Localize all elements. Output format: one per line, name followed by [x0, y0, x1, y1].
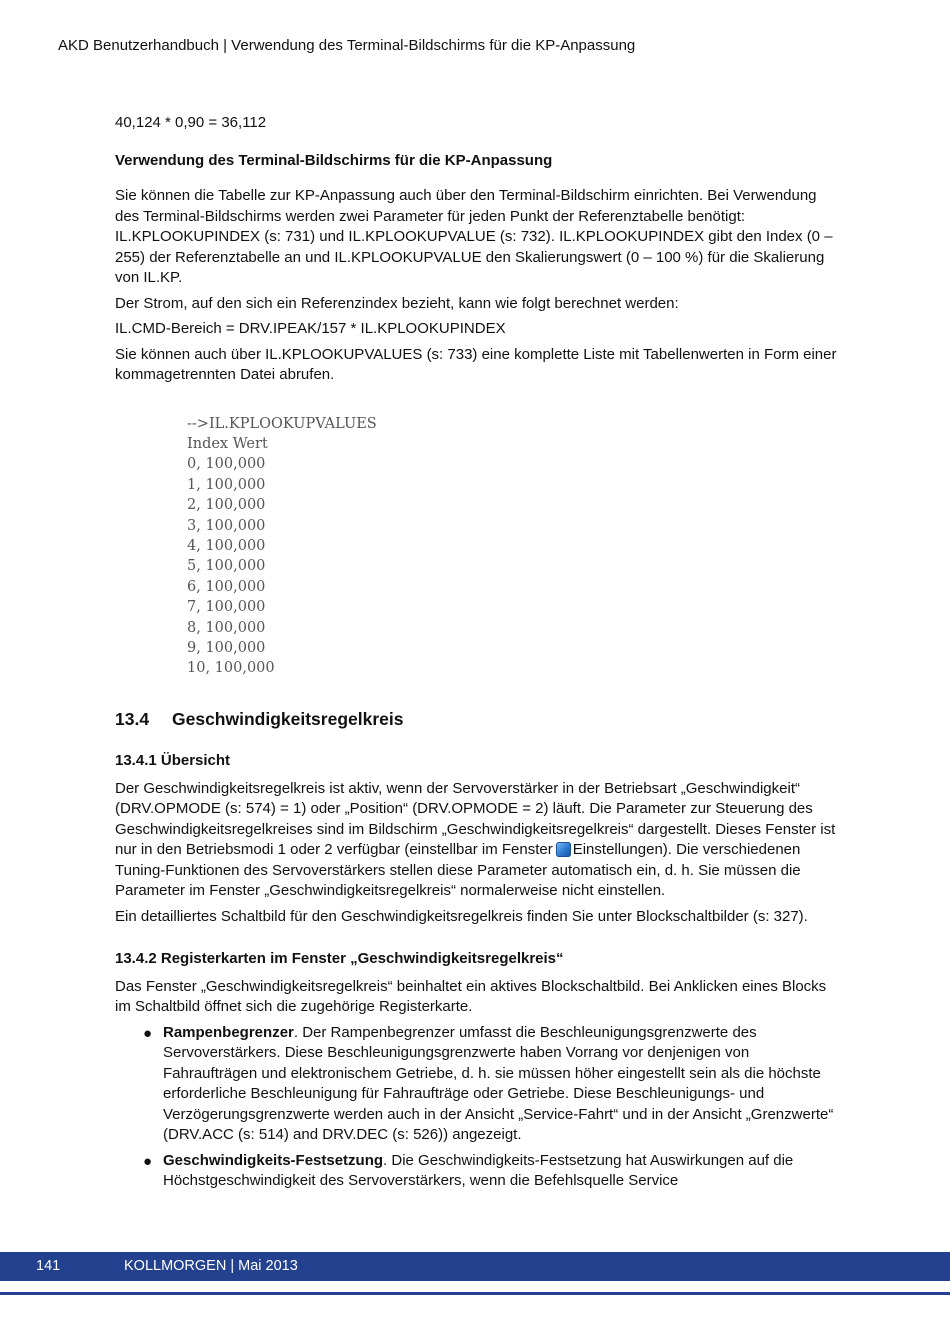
paragraph-csv-list: Sie können auch über IL.KPLOOKUPVALUES (s: 733) eine komplette Liste mit Tabellenwerten in Form einer kommagetrennten Datei abrufen. [115, 345, 837, 383]
paragraph-current-calc: Der Strom, auf den sich ein Referenzindex bezieht, kann wie folgt berechnet werden: [115, 294, 679, 312]
subsection-heading-tabs: 13.4.2 Registerkarten im Fenster „Geschwindigkeitsregelkreis“ [115, 950, 564, 968]
overview-text-before-icon: Der Geschwindigkeitsregelkreis ist aktiv, wenn der Servoverstärker in der Betriebsart „Geschwindigkeit“ (DRV.OPMODE (s: 574) = 1) oder „Position“ (DRV.OPMODE = 2) läuft. Die Parameter zur Steuerung des Geschwindigkeitsregelkreises sind im Bildschirm „Geschwindigkeitsregelkreis“ dargestellt. Dieses Fenster ist nur in den Betriebsmodi 1 oder 2 verfügbar (einstellbar im Fenster [115, 779, 836, 859]
paragraph-block-diagram-ref: Ein detailliertes Schaltbild für den Geschwindigkeitsregelkreis finden Sie unter Blockschaltbilder (s: 327). [115, 907, 808, 925]
terminal-columns: Index Wert [187, 435, 268, 452]
bullet-text: . Die Geschwindigkeits-Festsetzung hat Auswirkungen auf die Höchstgeschwindigkeit des Servoverstärkers, wenn die Befehlsquelle Service [163, 1151, 794, 1190]
footer-publisher: KOLLMORGEN | Mai 2013 [124, 1258, 298, 1274]
terminal-command: -->IL.KPLOOKUPVALUES [187, 415, 377, 432]
bullet-icon: ● [143, 1152, 153, 1170]
overview-text-after-icon: Einstellungen). Die verschiedenen Tuning-Funktionen des Servoverstärkers stellen diese Parameter automatisch ein, d. h. Sie müssen die Parameter im Fenster „Geschwindigkeitsregelkreis“ normalerweise nicht einstellen. [115, 841, 801, 900]
page-number: 141 [36, 1258, 61, 1274]
paragraph-terminal-intro: Sie können die Tabelle zur KP-Anpassung auch über den Terminal-Bildschirm einrichten. Bei Verwendung des Terminal-Bildschirms werden zwei Parameter für jeden Punkt der Referenztabelle benötigt: IL.KPLOOKUPINDEX (s: 731) und IL.KPLOOKUPVALUE (s: 732). IL.KPLOOKUPINDEX gibt den Index (0 – 255) der Referenztabelle an und IL.KPLOOKUPVALUE den Skalierungswert (0 – 100 %) für die Skalierung von IL.KP. [115, 187, 833, 286]
terminal-row: 9, 100,000 [187, 639, 266, 656]
subsection-heading-overview: 13.4.1 Übersicht [115, 752, 231, 770]
terminal-row: 8, 100,000 [187, 619, 266, 636]
section-number: 13.4 [115, 708, 150, 729]
terminal-row: 3, 100,000 [187, 517, 266, 534]
tabs-bullet-list [115, 1023, 840, 1192]
section-heading [115, 709, 840, 730]
page-content [115, 113, 840, 1197]
settings-icon [556, 842, 571, 857]
paragraph-tabs-intro: Das Fenster „Geschwindigkeitsregelkreis“ beinhaltet ein aktives Blockschaltbild. Bei Anklicken eines Blocks im Schaltbild öffnet sich die zugehörige Registerkarte. [115, 977, 827, 1016]
bullet-text: . Der Rampenbegrenzer umfasst die Beschleunigungsgrenzwerte des Servoverstärkers. Diese Beschleunigungsgrenzwerte haben Vorrang vor denjenigen von Fahraufträgen und elektronischem Getriebe, d. h. sie müssen höher eingestellt sein als die höchste erforderliche Beschleunigung für Fahraufträge oder Getriebe. Diese Beschleunigungs- und Verzögerungsgrenzwerte werden auch in der Ansicht „Service-Fahrt“ und in der Ansicht „Grenzwerte“ (DRV.ACC (s: 514) and DRV.DEC (s: 526)) angezeigt. [163, 1023, 834, 1144]
list-item [115, 1151, 840, 1192]
paragraph-overview [115, 779, 840, 902]
paragraph-formula: IL.CMD-Bereich = DRV.IPEAK/157 * IL.KPLOOKUPINDEX [115, 320, 506, 337]
terminal-row: 1, 100,000 [187, 476, 266, 493]
terminal-row: 10, 100,000 [187, 660, 275, 677]
list-item [115, 1023, 840, 1146]
terminal-output [187, 414, 840, 679]
bullet-icon: ● [143, 1024, 153, 1042]
terminal-row: 2, 100,000 [187, 497, 266, 514]
footer-bar [0, 1252, 950, 1281]
formula-result: 40,124 * 0,90 = 36,112 [115, 114, 267, 131]
bullet-term: Geschwindigkeits-Festsetzung [163, 1151, 384, 1169]
terminal-row: 0, 100,000 [187, 456, 266, 473]
bullet-term: Rampenbegrenzer [163, 1023, 294, 1041]
heading-terminal-kp: Verwendung des Terminal-Bildschirms für die KP-Anpassung [115, 151, 553, 169]
terminal-row: 4, 100,000 [187, 537, 266, 554]
footer-rule [0, 1292, 950, 1295]
terminal-row: 5, 100,000 [187, 558, 266, 575]
running-header: AKD Benutzerhandbuch | Verwendung des Terminal-Bildschirms für die KP-Anpassung [58, 37, 636, 54]
section-title: Geschwindigkeitsregelkreis [172, 708, 404, 729]
terminal-row: 6, 100,000 [187, 578, 266, 595]
terminal-row: 7, 100,000 [187, 599, 266, 616]
